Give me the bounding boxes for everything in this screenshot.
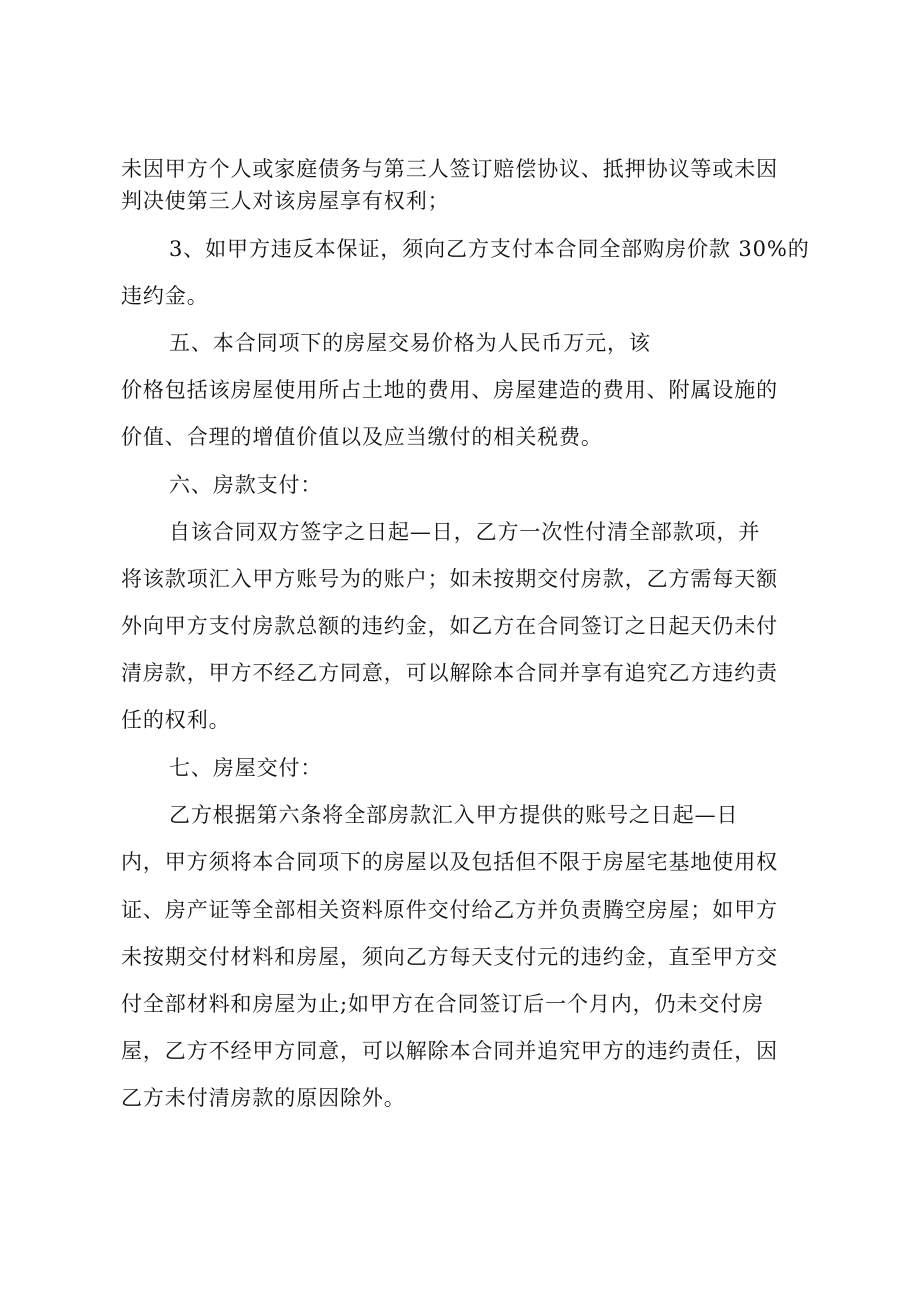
section-6-heading: 六、房款支付： — [169, 473, 323, 497]
section-7-line-6: 屋，乙方不经甲方同意，可以解除本合同并追究甲方的违约责任，因 — [121, 1039, 778, 1063]
clause-3-line-2: 违约金。 — [121, 284, 209, 308]
section-7-line-7: 乙方未付清房款的原因除外。 — [121, 1086, 406, 1110]
section-5-line-1: 五、本合同项下的房屋交易价格为人民币万元，该 — [169, 331, 651, 355]
section-7-line-5: 付全部材料和房屋为止;如甲方在合同签订后一个月内，仍未交付房 — [121, 992, 765, 1016]
section-5-line-2: 价格包括该房屋使用所占土地的费用、房屋建造的费用、附属设施的 — [121, 378, 778, 402]
section-6-line-1: 自该合同双方签字之日起—日，乙方一次性付清全部款项，并 — [169, 520, 761, 544]
paragraph-line-1: 未因甲方个人或家庭债务与第三人签订赔偿协议、抵押协议等或未因 — [121, 157, 778, 181]
section-6-line-2: 将该款项汇入甲方账号为的账户；如未按期交付房款，乙方需每天额 — [121, 567, 778, 591]
paragraph-line-2: 判决使第三人对该房屋享有权利； — [121, 189, 450, 213]
section-7-line-1: 乙方根据第六条将全部房款汇入甲方提供的账号之日起—日 — [169, 803, 739, 827]
clause-3-line-1: 3、如甲方违反本保证，须向乙方支付本合同全部购房价款 30%的 — [169, 237, 810, 261]
section-7-line-3: 证、房产证等全部相关资料原件交付给乙方并负责腾空房屋；如甲方 — [121, 898, 778, 922]
section-6-line-3: 外向甲方支付房款总额的违约金，如乙方在合同签订之日起天仍未付 — [121, 614, 778, 638]
section-6-line-4: 清房款，甲方不经乙方同意，可以解除本合同并享有追究乙方违约责 — [121, 661, 778, 685]
section-7-line-4: 未按期交付材料和房屋，须向乙方每天支付元的违约金，直至甲方交 — [121, 945, 778, 969]
section-5-line-3: 价值、合理的增值价值以及应当缴付的相关税费。 — [121, 425, 603, 449]
section-7-heading: 七、房屋交付： — [169, 756, 323, 780]
section-6-line-5: 任的权利。 — [121, 708, 231, 732]
section-7-line-2: 内，甲方须将本合同项下的房屋以及包括但不限于房屋宅基地使用权 — [121, 850, 778, 874]
